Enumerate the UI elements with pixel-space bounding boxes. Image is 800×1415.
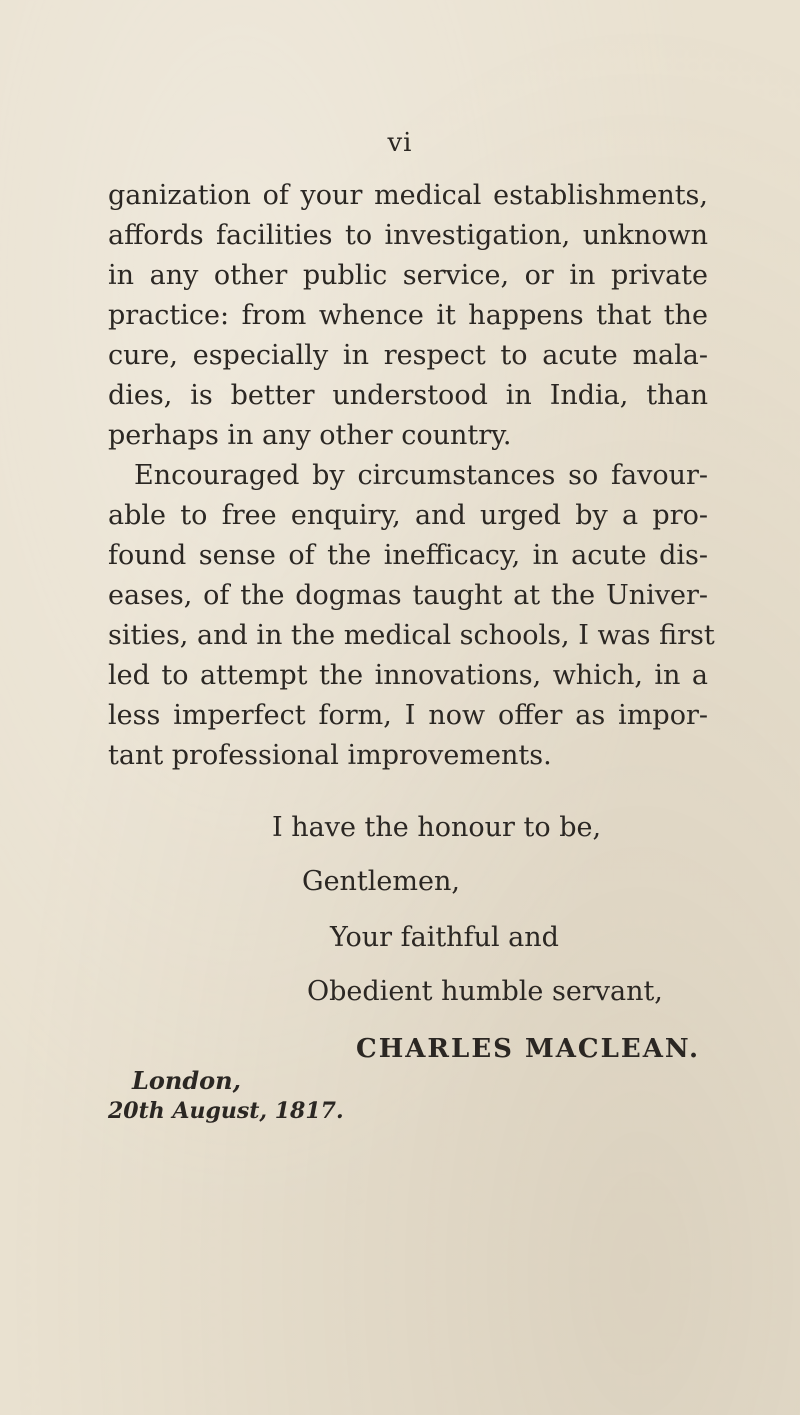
body-text [108, 176, 715, 776]
body-line: perhaps in any other country. [108, 420, 512, 451]
place-of-writing: London, [132, 1066, 241, 1095]
body-line: less imperfect form, I now offer as impor- [108, 700, 708, 731]
page-number: vi [387, 128, 413, 158]
body-line: Encouraged by circumstances so favour- [134, 460, 708, 491]
author-signature: CHARLES MACLEAN. [356, 1034, 701, 1064]
body-line: in any other public service, or in private [108, 260, 708, 291]
body-line: tant professional improvements. [108, 740, 552, 771]
date-of-writing: 20th August, 1817. [108, 1098, 344, 1124]
body-line: affords facilities to investigation, unknown [108, 220, 708, 251]
body-line: found sense of the inefficacy, in acute dis- [108, 540, 708, 571]
body-line: dies, is better understood in India, than [108, 380, 708, 411]
body-line: led to attempt the innovations, which, in a [108, 660, 708, 691]
closing-line-salutation: Gentlemen, [302, 866, 460, 897]
body-line: cure, especially in respect to acute mala- [108, 340, 708, 371]
body-line: ganization of your medical establishments, [108, 180, 708, 211]
closing-line-servant: Obedient humble servant, [307, 976, 663, 1007]
body-line: practice: from whence it happens that the [108, 300, 708, 331]
body-line: eases, of the dogmas taught at the Univer- [108, 580, 708, 611]
closing-line-honour: I have the honour to be, [272, 812, 602, 843]
body-line: sities, and in the medical schools, I was first [108, 620, 715, 651]
closing-line-faithful: Your faithful and [330, 922, 559, 953]
body-line: able to free enquiry, and urged by a pro- [108, 500, 708, 531]
